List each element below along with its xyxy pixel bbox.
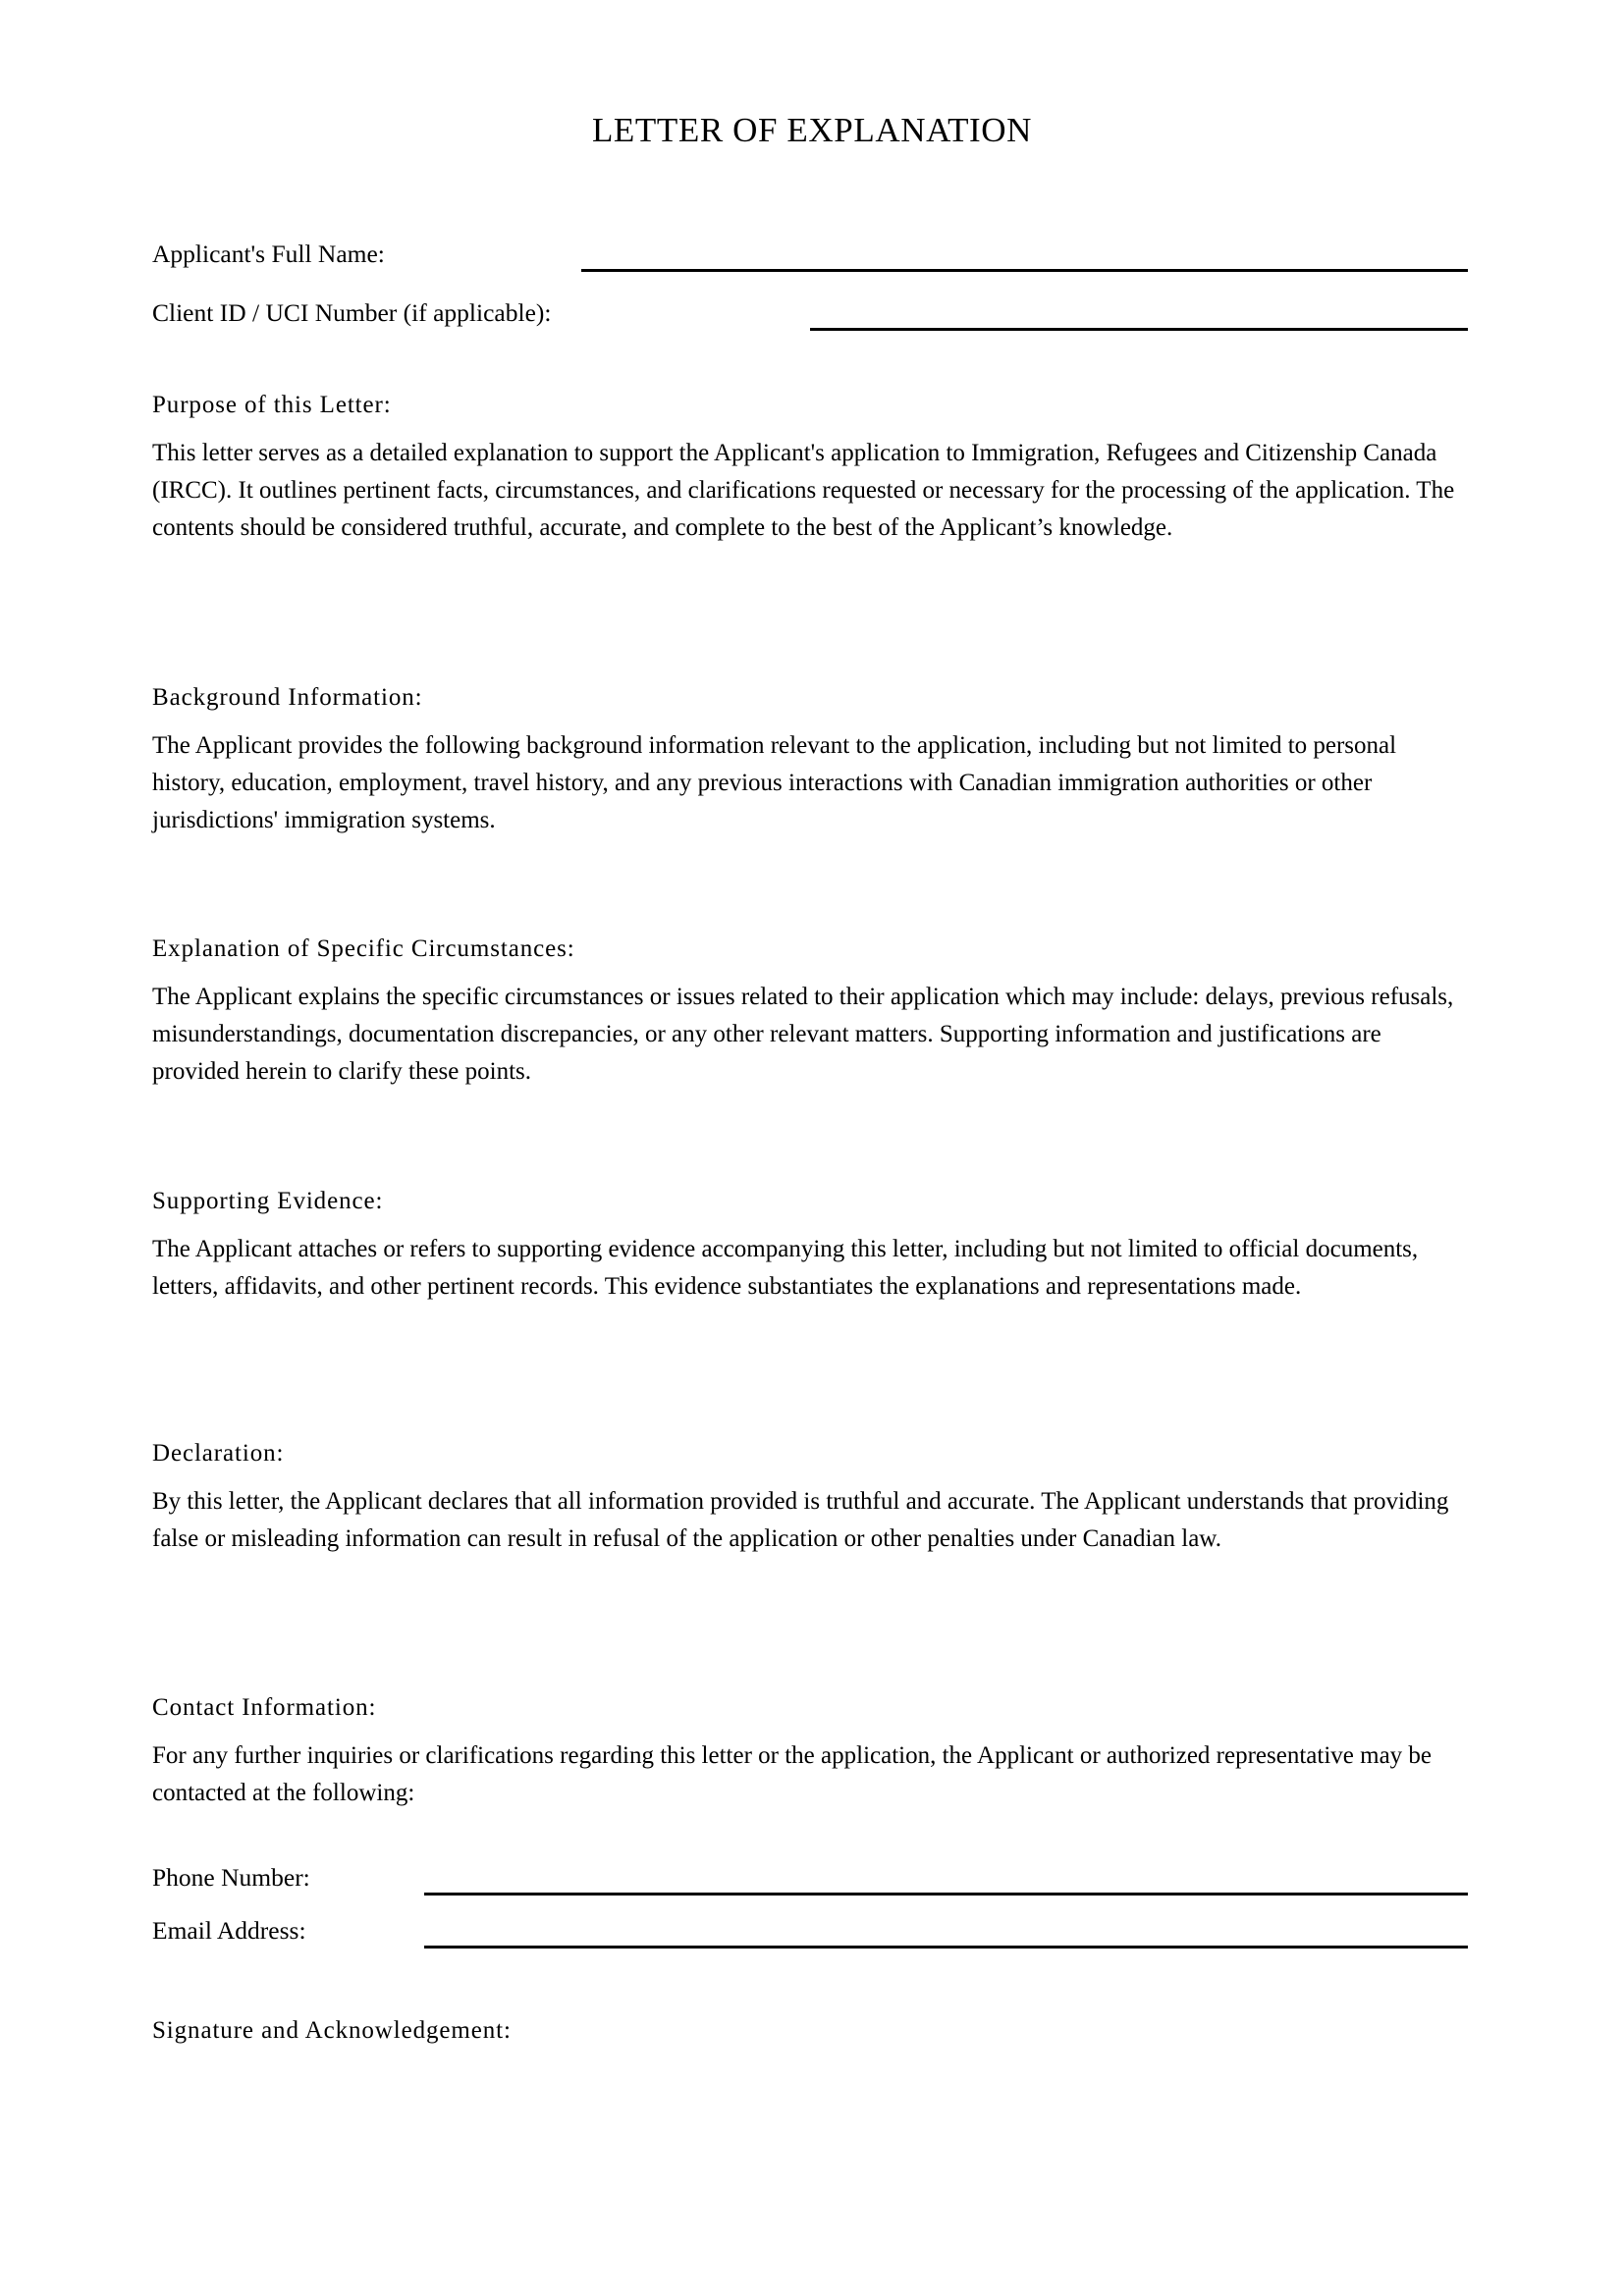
section-body-purpose: This letter serves as a detailed explanation to support the Applicant's application to Immigration, Refugees and Citizenship Canada (IRCC). It outlines pertinent facts, circumstances, and clarifications requested or necessary for the processing of the application. The contents should be considered truthful, accurate, and complete to the best of the Applicant’s knowledge. [152,440,1455,541]
applicant-full-name-label: Applicant's Full Name: [152,240,385,268]
phone-number-input-line[interactable] [424,1893,1468,1896]
section-heading-declaration: Declaration: [152,1440,285,1467]
signature-and-acknowledgement-label: Signature and Acknowledgement: [152,2017,512,2044]
page-title: LETTER OF EXPLANATION [591,111,1033,149]
applicant-full-name-input-line[interactable] [581,269,1468,272]
field-row-applicant-full-name [152,240,1468,281]
section-explanation-of-specific-circumstances [152,933,1468,1091]
section-contact-information [152,1691,1468,1812]
phone-number-label: Phone Number: [152,1863,310,1892]
section-body-supporting-evidence: The Applicant attaches or refers to supporting evidence accompanying this letter, including but not limited to official documents, letters, affidavits, and other pertinent records. This evidence substantiates the explanations and representations made. [152,1236,1419,1300]
section-heading-supporting-evidence: Supporting Evidence: [152,1188,384,1214]
email-address-input-line[interactable] [424,1946,1468,1949]
section-body-declaration: By this letter, the Applicant declares that all information provided is truthful and accurate. The Applicant understands that providing false or misleading information can result in refusal of the application or other penalties under Canadian law. [152,1488,1449,1552]
email-address-label: Email Address: [152,1916,306,1945]
section-heading-background: Background Information: [152,684,423,711]
client-id-uci-label: Client ID / UCI Number (if applicable): [152,298,552,327]
section-body-explanation: The Applicant explains the specific circumstances or issues related to their application which may include: delays, previous refusals, misunderstandings, documentation discrepancies, or any other relevant matters. Supporting information and justifications are provided herein to clarify these points. [152,984,1454,1085]
section-background-information [152,681,1468,839]
field-row-client-id-uci [152,298,1468,340]
section-body-background: The Applicant provides the following background information relevant to the application, including but not limited to personal history, education, employment, travel history, and any previous interactions with Canadian immigration authorities or other jurisdictions' immigration systems. [152,732,1397,833]
section-purpose-of-this-letter [152,389,1468,547]
section-heading-purpose: Purpose of this Letter: [152,392,392,418]
field-row-email-address [152,1916,1468,1957]
section-body-contact-information: For any further inquiries or clarifications regarding this letter or the application, the Applicant or authorized representative may be contacted at the following: [152,1742,1433,1806]
field-row-phone-number [152,1863,1468,1904]
section-heading-contact-information: Contact Information: [152,1694,377,1721]
section-declaration [152,1437,1468,1558]
section-supporting-evidence [152,1185,1468,1306]
section-heading-explanation: Explanation of Specific Circumstances: [152,935,575,962]
client-id-uci-input-line[interactable] [810,328,1468,331]
